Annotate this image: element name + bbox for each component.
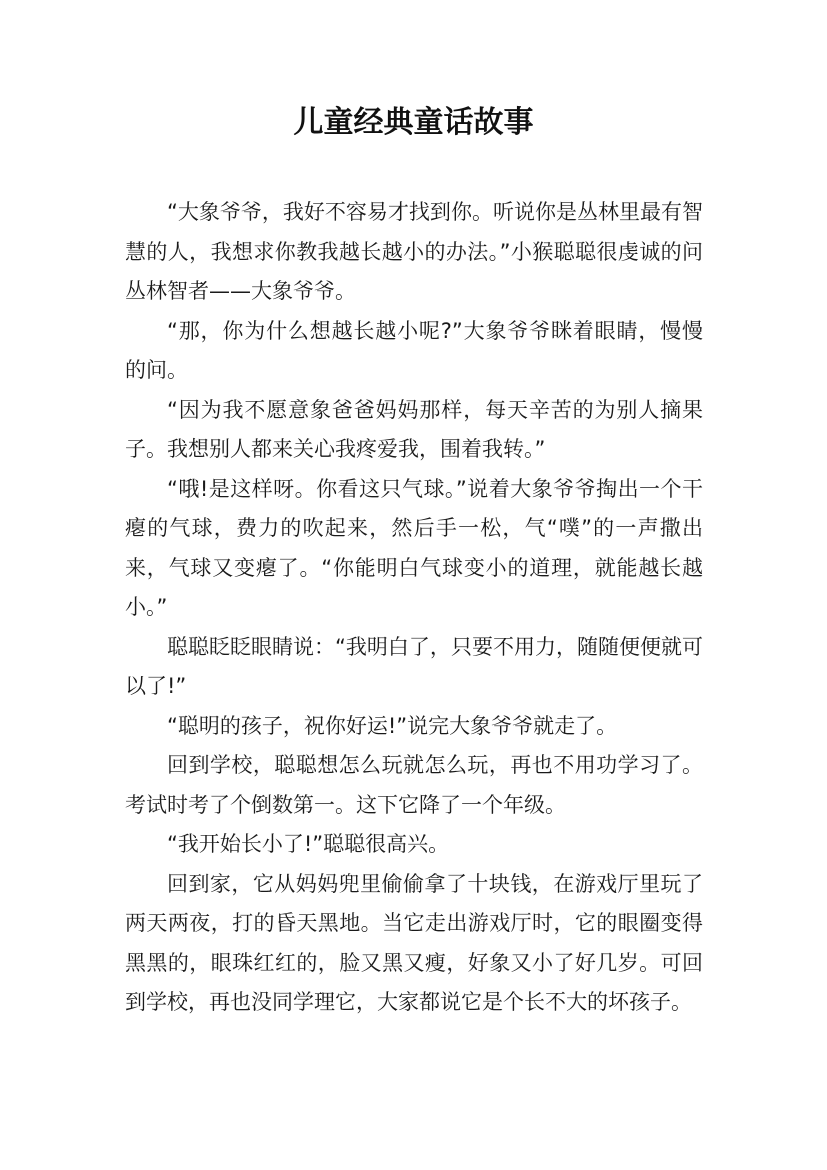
story-body	[125, 193, 703, 1023]
paragraph: 回到家，它从妈妈兜里偷偷拿了十块钱，在游戏厅里玩了两天两夜，打的昏天黑地。当它走出游戏厅时，它的眼圈变得黑黑的，眼珠红红的，脸又黑又瘦，好象又小了好几岁。可回到学校，再也没同学理它，大家都说它是个长不大的坏孩子。	[125, 871, 703, 1014]
document-title: 儿童经典童话故事	[293, 105, 534, 140]
paragraph: “大象爷爷，我好不容易才找到你。听说你是丛林里最有智慧的人，我想求你教我越长越小的办法。”小猴聪聪很虔诚的问丛林智者——大象爷爷。	[125, 200, 703, 303]
paragraph: “那，你为什么想越长越小呢?”大象爷爷眯着眼睛，慢慢的问。	[125, 318, 703, 382]
paragraph: 聪聪眨眨眼睛说：“我明白了，只要不用力，随随便便就可以了!”	[125, 634, 703, 698]
paragraph: “哦!是这样呀。你看这只气球。”说着大象爷爷掏出一个干瘪的气球，费力的吹起来，然后手一松，气“噗”的一声撒出来，气球又变瘪了。“你能明白气球变小的道理，就能越长越小。”	[125, 476, 703, 619]
paragraph: “聪明的孩子，祝你好运!”说完大象爷爷就走了。	[167, 713, 618, 738]
paragraph: 回到学校，聪聪想怎么玩就怎么玩，再也不用功学习了。考试时考了个倒数第一。这下它降了一个年级。	[125, 753, 703, 817]
paragraph: “因为我不愿意象爸爸妈妈那样，每天辛苦的为别人摘果子。我想别人都来关心我疼爱我，围着我转。”	[125, 397, 703, 461]
paragraph: “我开始长小了!”聪聪很高兴。	[167, 832, 450, 856]
